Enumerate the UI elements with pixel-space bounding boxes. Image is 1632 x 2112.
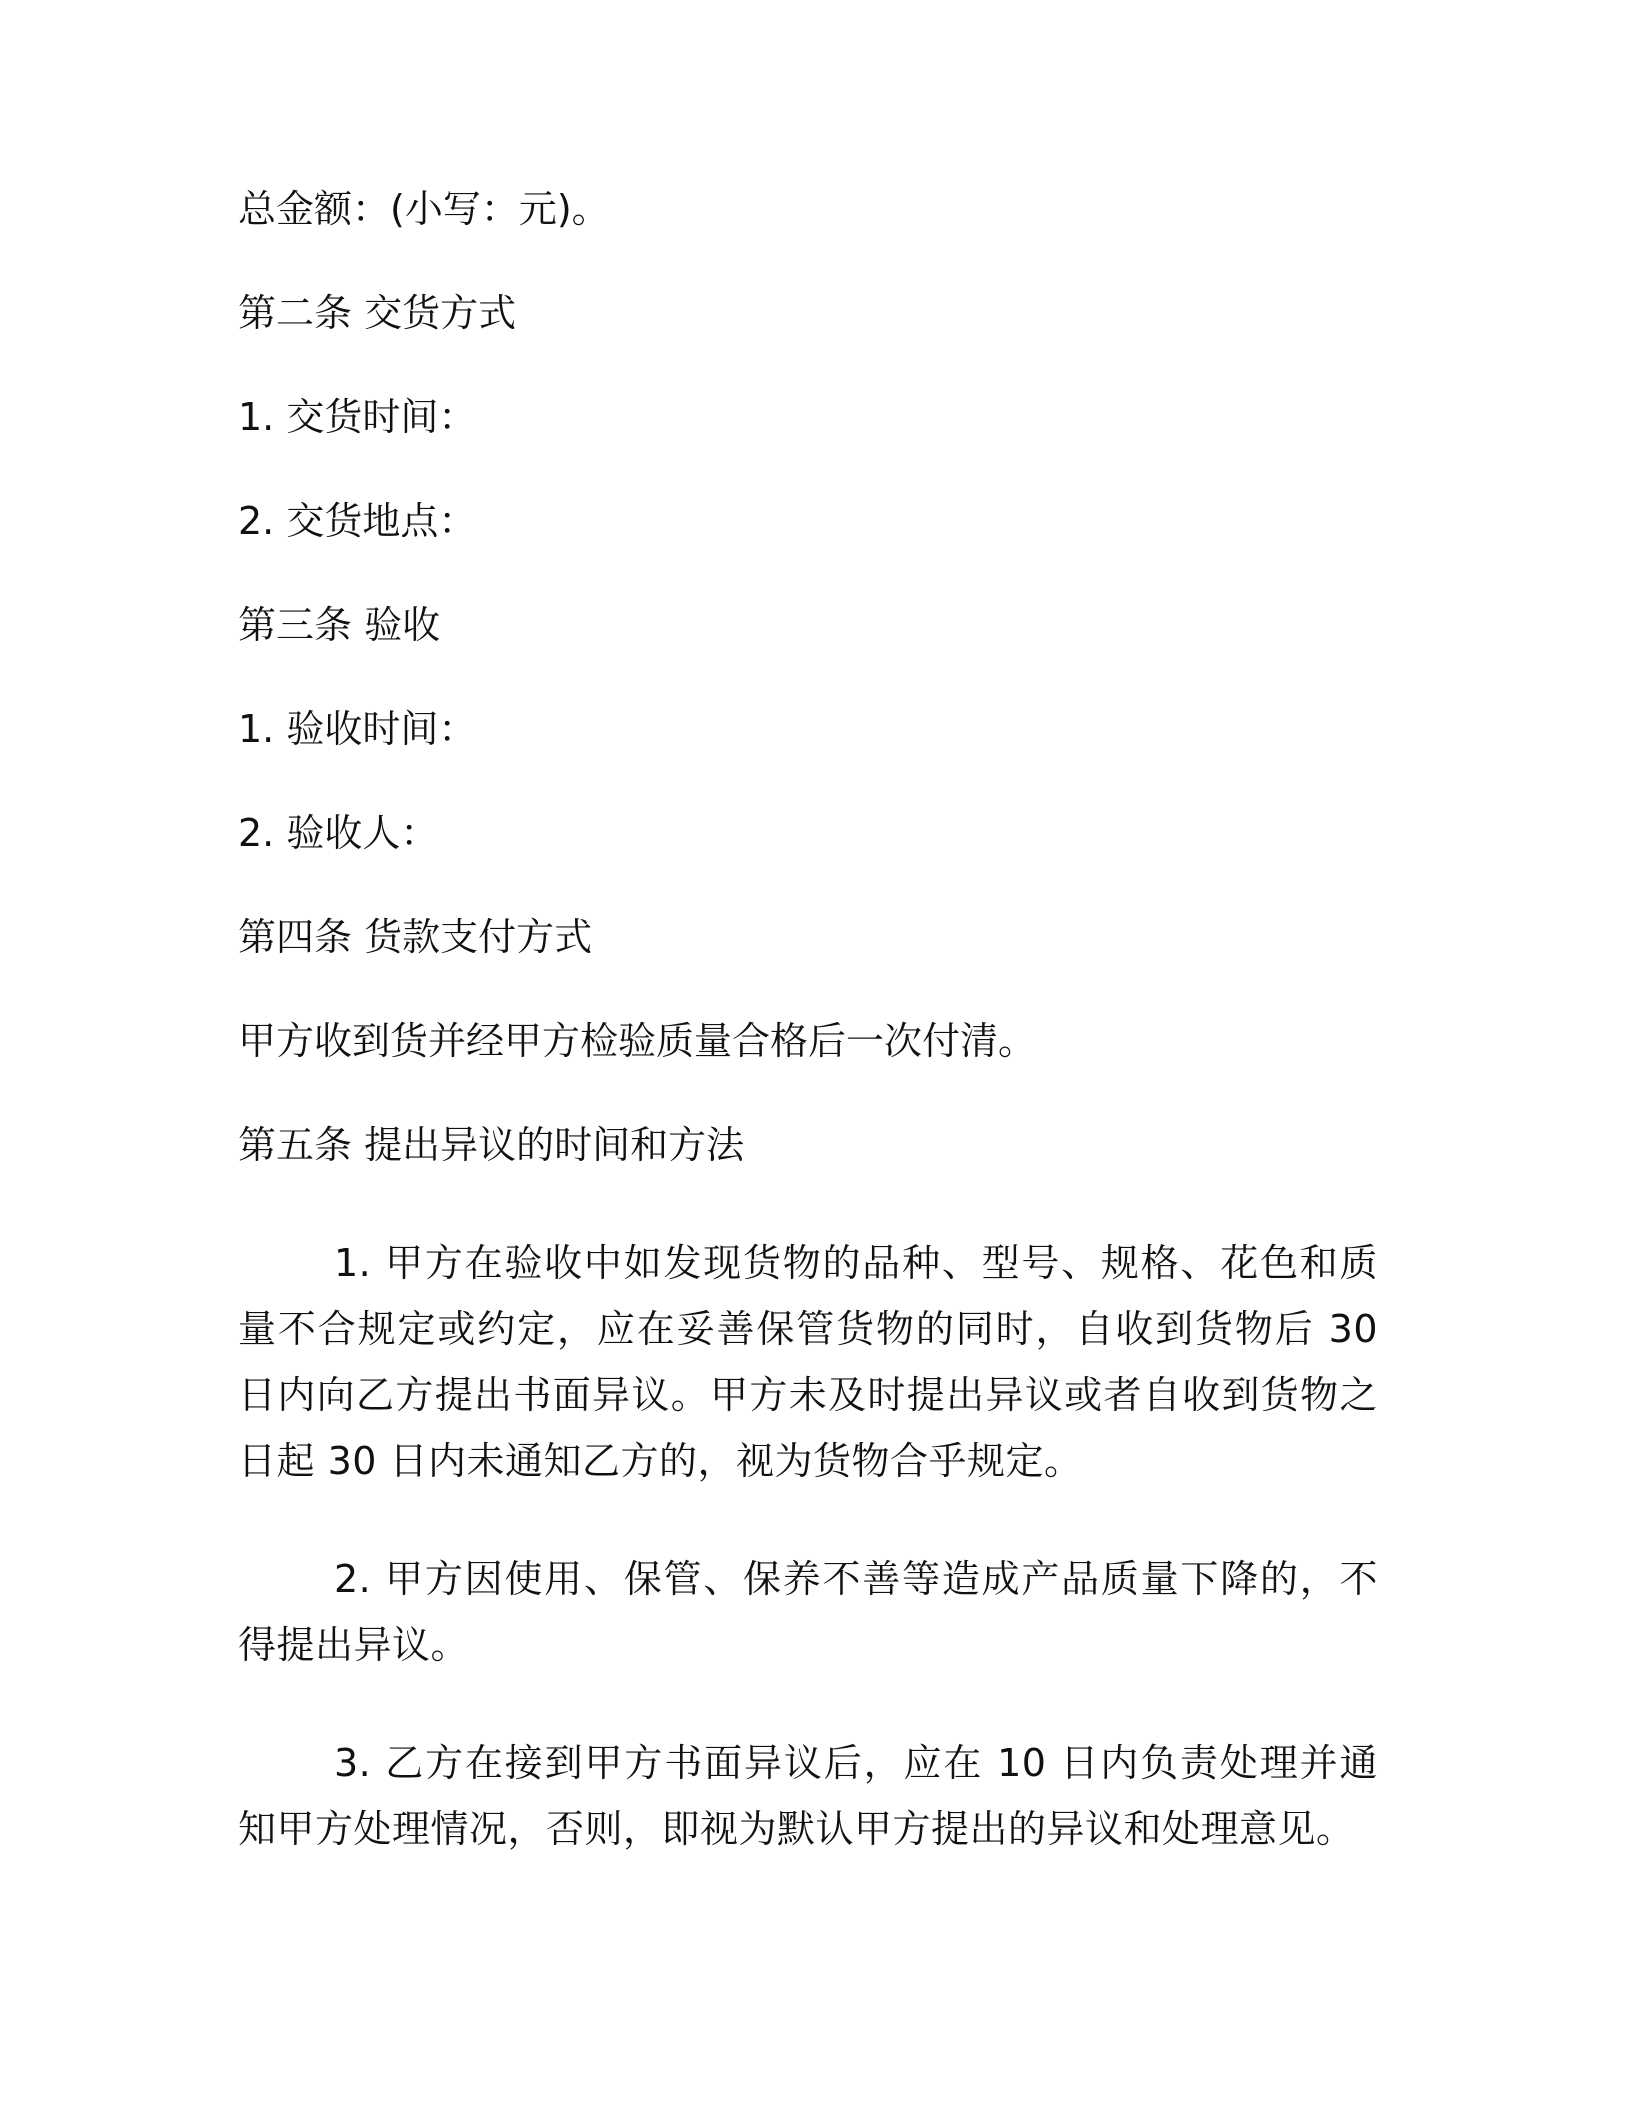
delivery-place-line: 2. 交货地点： bbox=[238, 499, 477, 543]
objection-paragraph-3: 3. 乙方在接到甲方书面异议后，应在 10 日内负责处理并通知甲方处理情况，否则，即视为默认甲方提出的异议和处理意见。 bbox=[238, 1741, 1378, 1851]
acceptance-person-line: 2. 验收人： bbox=[238, 811, 439, 855]
document-body bbox=[238, 187, 1378, 1167]
article-4-heading: 第四条 货款支付方式 bbox=[238, 915, 593, 959]
total-amount-line: 总金额：(小写：元)。 bbox=[238, 187, 610, 231]
payment-method-line: 甲方收到货并经甲方检验质量合格后一次付清。 bbox=[238, 1019, 1037, 1063]
article-2-heading: 第二条 交货方式 bbox=[238, 291, 517, 335]
article-5-heading: 第五条 提出异议的时间和方法 bbox=[238, 1123, 745, 1167]
acceptance-time-line: 1. 验收时间： bbox=[238, 707, 477, 751]
objection-paragraphs bbox=[238, 1230, 1378, 1862]
delivery-time-line: 1. 交货时间： bbox=[238, 395, 477, 439]
objection-paragraph-2: 2. 甲方因使用、保管、保养不善等造成产品质量下降的，不得提出异议。 bbox=[238, 1557, 1378, 1667]
article-3-heading: 第三条 验收 bbox=[238, 603, 441, 647]
objection-paragraph-1: 1. 甲方在验收中如发现货物的品种、型号、规格、花色和质量不合规定或约定，应在妥善保管货物的同时，自收到货物后 30 日内向乙方提出书面异议。甲方未及时提出异议或者自收到货物之日起 30 日内未通知乙方的，视为货物合乎规定。 bbox=[238, 1241, 1378, 1483]
